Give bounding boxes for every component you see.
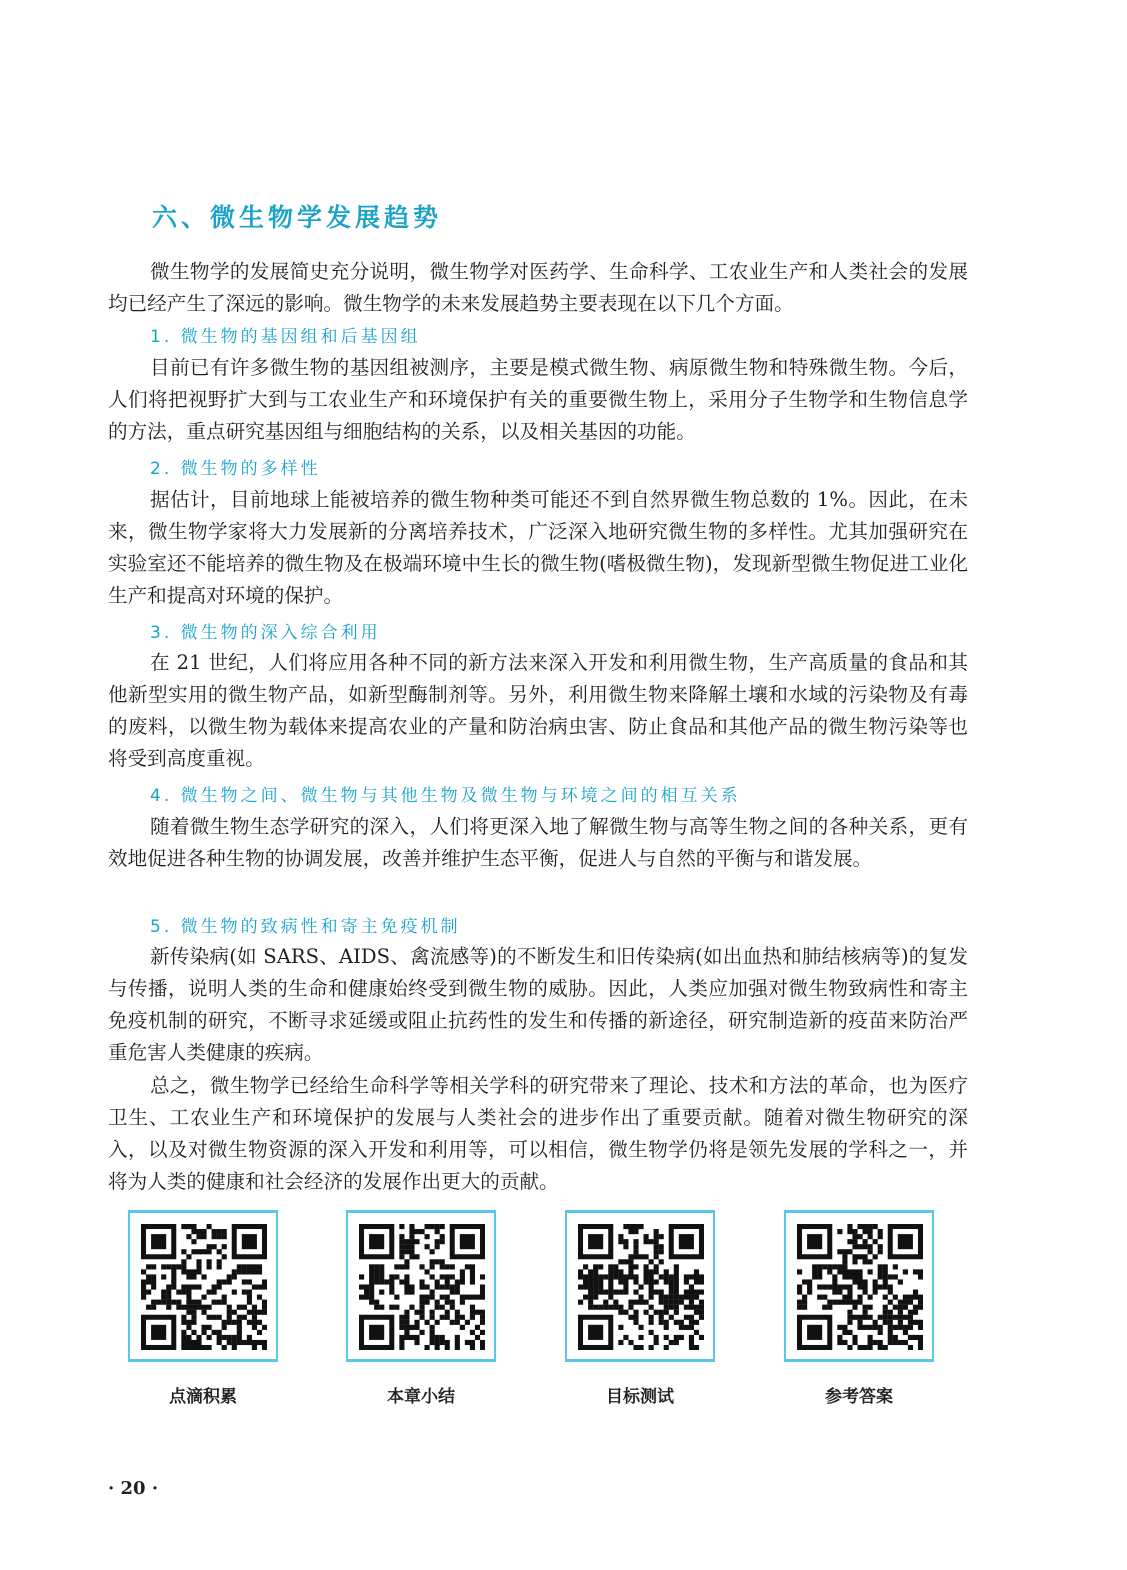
qr-code-icon [797,1224,923,1350]
intro-paragraph: 微生物学的发展简史充分说明，微生物学对医药学、生命科学、工农业生产和人类社会的发展均已经产生了深远的影响。微生物学的未来发展趋势主要表现在以下几个方面。 [108,260,968,315]
qr-code-icon [359,1224,485,1350]
subheading-4: 4. 微生物之间、微生物与其他生物及微生物与环境之间的相互关系 [150,786,741,806]
qr-code-icon [578,1224,704,1350]
subheading-3: 3. 微生物的深入综合利用 [150,623,381,643]
qr-code-icon [141,1224,267,1350]
paragraph-2: 据估计，目前地球上能被培养的微生物种类可能还不到自然界微生物总数的 1%。因此，在未来，微生物学家将大力发展新的分离培养技术，广泛深入地研究微生物的多样性。尤其加强研究在实验室还不能培养的微生物及在极端环境中生长的微生物(嗜极微生物)，发现新型微生物促进工业化生产和提高对环境的保护。 [108,488,968,607]
page-number: · 20 · [108,1478,159,1499]
subheading-2: 2. 微生物的多样性 [150,459,321,479]
qr-label: 参考答案 [825,1387,893,1407]
qr-code-frame[interactable] [128,1210,278,1362]
qr-label: 目标测试 [606,1387,674,1407]
section-title: 六、微生物学发展趋势 [152,203,443,232]
conclusion-paragraph: 总之，微生物学已经给生命科学等相关学科的研究带来了理论、技术和方法的革命，也为医疗卫生、工农业生产和环境保护的发展与人类社会的进步作出了重要贡献。随着对微生物研究的深入，以及对微生物资源的深入开发和利用等，可以相信，微生物学仍将是领先发展的学科之一，并将为人类的健康和社会经济的发展作出更大的贡献。 [108,1074,968,1193]
subheading-1: 1. 微生物的基因组和后基因组 [150,327,421,347]
qr-code-frame[interactable] [565,1210,715,1362]
subheading-5: 5. 微生物的致病性和寄主免疫机制 [150,917,461,937]
paragraph-3: 在 21 世纪，人们将应用各种不同的新方法来深入开发和利用微生物，生产高质量的食品和其他新型实用的微生物产品，如新型酶制剂等。另外，利用微生物来降解土壤和水域的污染物及有毒的废料，以微生物为载体来提高农业的产量和防治病虫害、防止食品和其他产品的微生物污染等也将受到高度重视。 [108,651,968,770]
qr-label: 点滴积累 [169,1387,237,1407]
paragraph-4: 随着微生物生态学研究的深入，人们将更深入地了解微生物与高等生物之间的各种关系，更有效地促进各种生物的协调发展，改善并维护生态平衡，促进人与自然的平衡与和谐发展。 [108,815,968,870]
qr-label: 本章小结 [387,1387,455,1407]
paragraph-5: 新传染病(如 SARS、AIDS、禽流感等)的不断发生和旧传染病(如出血热和肺结核病等)的复发与传播，说明人类的生命和健康始终受到微生物的威胁。因此，人类应加强对微生物致病性和寄主免疫机制的研究，不断寻求延缓或阻止抗药性的发生和传播的新途径，研究制造新的疫苗来防治严重危害人类健康的疾病。 [108,945,968,1064]
qr-code-frame[interactable] [346,1210,496,1362]
paragraph-1: 目前已有许多微生物的基因组被测序，主要是模式微生物、病原微生物和特殊微生物。今后，人们将把视野扩大到与工农业生产和环境保护有关的重要微生物上，采用分子生物学和生物信息学的方法，重点研究基因组与细胞结构的关系，以及相关基因的功能。 [108,356,968,443]
qr-code-frame[interactable] [784,1210,934,1362]
